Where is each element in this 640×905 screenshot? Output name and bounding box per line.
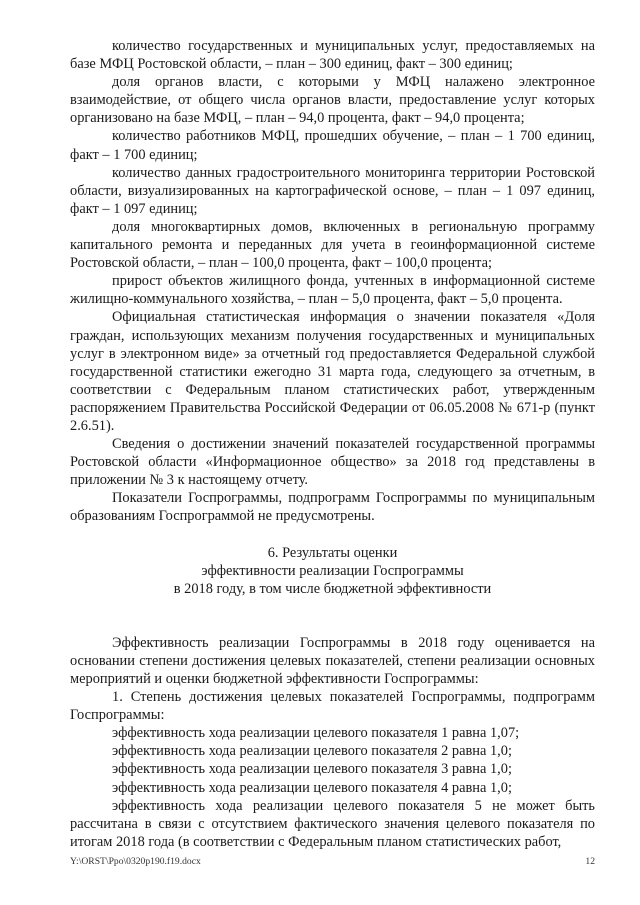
paragraph: Показатели Госпрограммы, подпрограмм Госпрограммы по муниципальным образованиям Госпрограммой не предусмотрены.: [70, 490, 595, 525]
paragraph: эффективность хода реализации целевого показателя 1 равна 1,07;: [112, 725, 520, 742]
paragraph: эффективность хода реализации целевого показателя 4 равна 1,0;: [112, 779, 512, 796]
paragraph: прирост объектов жилищного фонда, учтенных в информационной системе жилищно-коммунального хозяйства, – план – 5,0 процента, факт – 5,0 процента.: [70, 273, 595, 308]
paragraph: Официальная статистическая информация о значении показателя «Доля граждан, использующих механизм получения государственных и муниципальных услуг в электронном виде» за отчетный год предоставляется Федеральной службой государственной статистики ежегодно 31 марта года, следующего за отчетным, в соответствии с Федеральным планом статистических работ, утвержденным распоряжением Правительства Российской Федерации от 06.05.2008 № 671-р (пункт 2.6.51).: [70, 309, 595, 434]
spacer: [70, 616, 595, 634]
paragraph: количество государственных и муниципальных услуг, предоставляемых на базе МФЦ Ростовской области, – план – 300 единиц, факт – 300 единиц;: [70, 38, 595, 73]
paragraph: доля многоквартирных домов, включенных в региональную программу капитального ремонта и переданных для учета в геоинформационной системе Ростовской области, – план – 100,0 процента, факт – 100,0 процента;: [70, 218, 595, 272]
paragraph: Сведения о достижении значений показателей государственной программы Ростовской области «Информационное общество» за 2018 год представлены в приложении № 3 к настоящему отчету.: [70, 436, 595, 489]
footer-file-path: Y:\ORST\Ppo\0320p190.f19.docx: [70, 856, 201, 867]
paragraph: количество работников МФЦ, прошедших обучение, – план – 1 700 единиц, факт – 1 700 единиц;: [70, 128, 595, 163]
paragraph: количество данных градостроительного мониторинга территории Ростовской области, визуализированных на картографической основе, – план – 1 097 единиц, факт – 1 097 единиц;: [70, 164, 595, 217]
paragraph: Эффективность реализации Госпрограммы в 2018 году оценивается на основании степени достижения целевых показателей, степени реализации основных мероприятий и оценки бюджетной эффективности Госпрограммы:: [70, 634, 595, 687]
section-heading-line-1: 6. Результаты оценки: [267, 544, 398, 561]
paragraph: эффективность хода реализации целевого показателя 2 равна 1,0;: [112, 743, 512, 760]
page-number: 12: [585, 856, 595, 867]
paragraph: эффективность хода реализации целевого показателя 5 не может быть рассчитана в связи с отсутствием фактического значения целевого показателя по итогам 2018 года (в соответствии с Федеральным планом статистических работ,: [70, 797, 595, 850]
paragraph: эффективность хода реализации целевого показателя 3 равна 1,0;: [112, 761, 512, 778]
paragraph: доля органов власти, с которыми у МФЦ налажено электронное взаимодействие, от общего числа органов власти, предоставление услуг которых организовано на базе МФЦ, – план – 94,0 процента, факт – 94,0 процента;: [70, 74, 595, 127]
spacer: [70, 598, 595, 616]
paragraphs-top: [70, 37, 595, 526]
paragraphs-bottom: [70, 634, 595, 851]
section-heading-line-3: в 2018 году, в том числе бюджетной эффективности: [173, 580, 492, 597]
document-body: [70, 37, 595, 851]
section-heading-line-2: эффективности реализации Госпрограммы: [201, 562, 464, 579]
paragraph: 1. Степень достижения целевых показателей Госпрограммы, подпрограмм Госпрограммы:: [70, 689, 595, 724]
spacer: [70, 526, 595, 544]
